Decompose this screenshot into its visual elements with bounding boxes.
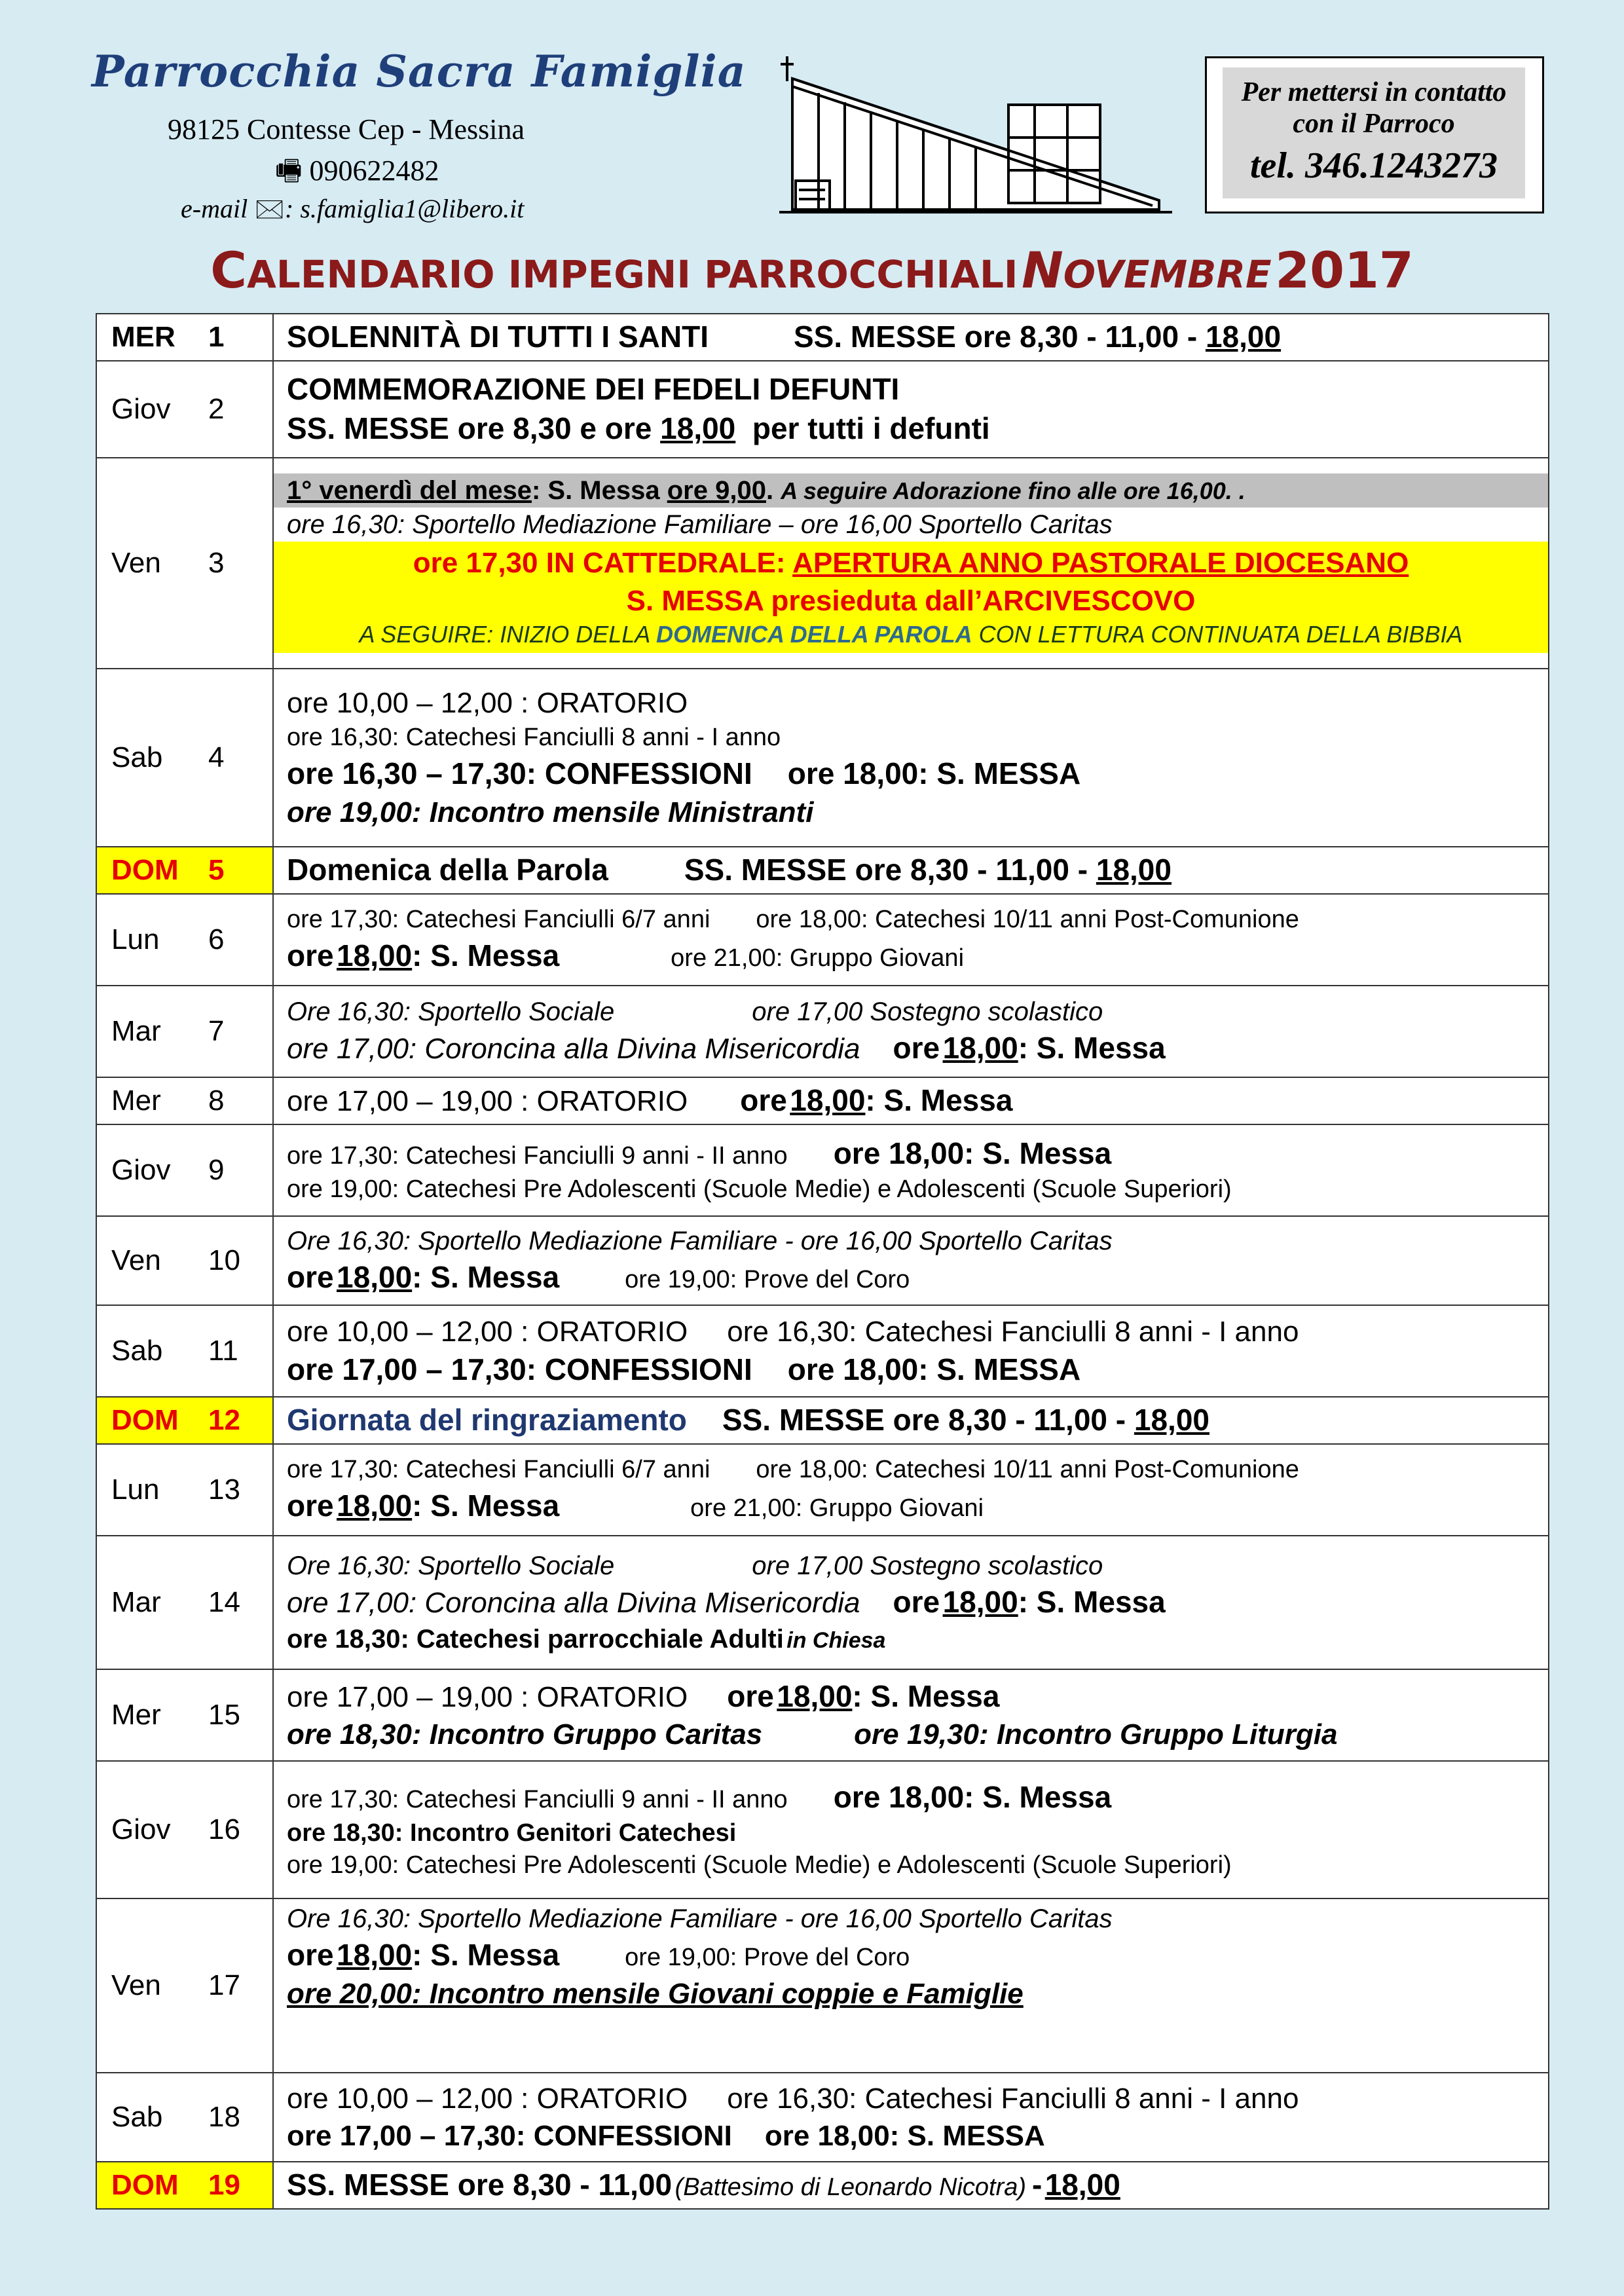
day-cell — [96, 361, 273, 458]
title-initial-2: N — [1022, 241, 1063, 299]
day-number: 5 — [208, 854, 225, 886]
entry-text: ore — [287, 1260, 334, 1295]
table-row — [96, 1536, 1549, 1669]
entry-text: ore 17,30: Catechesi Fanciulli 6/7 anni — [287, 1456, 710, 1484]
day-number: 4 — [208, 741, 225, 773]
entry-text: SS. MESSE ore 8,30 - 11,00 - — [684, 853, 1088, 887]
entry-text: 18,00 — [337, 1488, 413, 1523]
day-content — [273, 1536, 1549, 1669]
entry-text: : S. Messa — [412, 938, 560, 972]
church-icon — [779, 52, 1172, 223]
day-cell — [96, 1898, 273, 2073]
day-name: DOM — [111, 1404, 179, 1436]
day-cell — [96, 1761, 273, 1898]
contact-inner — [1223, 67, 1525, 198]
day-cell — [96, 314, 273, 361]
entry-text: CON LETTURA CONTINUATA DELLA BIBBIA — [978, 620, 1463, 648]
entry-text: 18,00 — [942, 1031, 1018, 1065]
day-name: Sab — [111, 1335, 163, 1367]
contact-line-1: Per mettersi in contatto — [1241, 77, 1507, 107]
table-row — [96, 894, 1549, 986]
email-address: : s.famiglia1@libero.it — [285, 194, 525, 223]
day-number: 17 — [208, 1969, 240, 2001]
day-number: 9 — [208, 1154, 225, 1186]
day-cell — [96, 894, 273, 986]
table-row — [96, 986, 1549, 1077]
day-number: 15 — [208, 1699, 240, 1731]
entry-text: 18,00 — [1044, 2168, 1120, 2202]
day-content — [273, 458, 1549, 669]
first-friday-bar — [274, 473, 1548, 508]
entry-text: ore 16,30: Catechesi Fanciulli 8 anni - I anno — [727, 2082, 1299, 2115]
parish-address: 98125 Contesse Cep - Messina — [168, 113, 525, 145]
entry-text: SS. MESSE ore 8,30 e ore — [287, 411, 652, 445]
day-name: Giov — [111, 1154, 171, 1186]
day-name: Lun — [111, 923, 160, 955]
entry-text: DOMENICA DELLA PAROLA — [656, 620, 972, 648]
day-content — [273, 1761, 1549, 1898]
day-content — [273, 894, 1549, 986]
entry-text: A SEGUIRE: INIZIO DELLA — [359, 620, 650, 648]
day-name: Ven — [111, 547, 161, 579]
entry-text: ore 17,00 – 19,00 : ORATORIO — [287, 1680, 688, 1713]
day-number: 2 — [208, 393, 225, 425]
table-row — [96, 2073, 1549, 2162]
entry-text: ore 18,00: S. MESSA — [787, 756, 1081, 790]
day-name: Giov — [111, 393, 171, 425]
entry-text: ore 16,30: Catechesi Fanciulli 8 anni - I anno — [727, 1315, 1299, 1348]
phone-number: 090622482 — [309, 155, 439, 187]
table-row — [96, 1444, 1549, 1536]
phone-icon: 🖷 — [275, 155, 303, 187]
table-row — [96, 1397, 1549, 1444]
entry-text: ore 17,00 – 19,00 : ORATORIO — [287, 1085, 688, 1118]
entry-text: SS. MESSE ore 8,30 - 11,00 - — [793, 320, 1198, 354]
contact-phone: tel. 346.1243273 — [1250, 145, 1498, 186]
contact-box — [1205, 56, 1544, 213]
table-row — [96, 669, 1549, 847]
day-name: Sab — [111, 2101, 163, 2133]
entry-text: : S. Messa — [412, 1488, 560, 1523]
entry-text: Ore 16,30: Sportello Sociale — [287, 1551, 615, 1581]
day-name: Mar — [111, 1586, 161, 1618]
entry-text: ore 17,30 IN CATTEDRALE: — [413, 547, 786, 580]
entry-text: ore — [893, 1585, 940, 1620]
day-cell — [96, 458, 273, 669]
entry-text: ore — [287, 938, 334, 972]
day-cell — [96, 986, 273, 1077]
table-row — [96, 1077, 1549, 1124]
day-number: 1 — [208, 321, 225, 353]
parish-name: Parrocchia Sacra Famiglia — [92, 46, 747, 97]
entry-text: 18,00 — [942, 1585, 1018, 1620]
entry-text: ore 17,30: Catechesi Fanciulli 6/7 anni — [287, 906, 710, 934]
entry-text: ore 18,00: S. MESSA — [764, 2120, 1045, 2152]
entry-text: 18,00 — [1205, 320, 1282, 354]
entry-text: ore 17,00 – 17,30: CONFESSIONI — [287, 1352, 752, 1386]
calendar-table — [96, 313, 1549, 2210]
entry-text: ore — [740, 1083, 787, 1118]
day-cell — [96, 1077, 273, 1124]
envelope-icon: 🖂 — [254, 194, 285, 223]
day-name: MER — [111, 321, 175, 353]
day-name: Ven — [111, 1244, 161, 1276]
table-row — [96, 361, 1549, 458]
entry-text: SOLENNITÀ DI TUTTI I SANTI — [287, 320, 709, 354]
day-content — [273, 1898, 1549, 2073]
day-number: 10 — [208, 1244, 240, 1276]
entry-text: ore 19,00: Incontro mensile Ministranti — [287, 796, 814, 828]
entry-text: ore — [727, 1678, 774, 1713]
day-content — [273, 1077, 1549, 1124]
entry-text: : S. Messa — [531, 476, 660, 506]
table-row — [96, 1898, 1549, 2073]
day-number: 16 — [208, 1813, 240, 1845]
calendar-title — [0, 241, 1624, 299]
entry-text: ore 19,30: Incontro Gruppo Liturgia — [854, 1718, 1338, 1751]
entry-text: ore 18,00: S. Messa — [833, 1779, 1112, 1814]
parish-email — [181, 190, 524, 234]
entry-text: : S. Messa — [412, 1938, 560, 1972]
day-name: Mer — [111, 1084, 161, 1117]
day-name: Lun — [111, 1473, 160, 1506]
email-prefix: e-mail — [181, 194, 248, 223]
entry-text: ore 21,00: Gruppo Giovani — [690, 1494, 984, 1522]
day-content — [273, 1669, 1549, 1761]
entry-text: 18,00 — [337, 1938, 413, 1972]
entry-text: 18,00 — [777, 1678, 853, 1713]
day-name: Ven — [111, 1969, 161, 2001]
entry-text: ore 19,00: Catechesi Pre Adolescenti (Scuole Medie) e Adolescenti (Scuole Superiori) — [287, 1176, 1232, 1204]
entry-text: ore 21,00: Gruppo Giovani — [671, 944, 965, 972]
entry-text: ore 19,00: Prove del Coro — [625, 1944, 910, 1971]
day-content — [273, 1305, 1549, 1397]
day-number: 18 — [208, 2101, 240, 2133]
title-part-1: ALENDARIO IMPEGNI PARROCCHIALI — [247, 252, 1018, 297]
table-row — [96, 1669, 1549, 1761]
entry-text: - — [1031, 2168, 1043, 2202]
table-row — [96, 1761, 1549, 1898]
day-cell — [96, 1124, 273, 1216]
entry-text: Ore 16,30: Sportello Sociale — [287, 997, 615, 1027]
entry-text: ore 19,00: Catechesi Pre Adolescenti (Scuole Medie) e Adolescenti (Scuole Superiori) — [287, 1851, 1232, 1879]
entry-text: 18,00 — [790, 1083, 866, 1118]
entry-text: ore 18,30: Incontro Gruppo Caritas — [287, 1718, 763, 1751]
entry-text: in Chiesa — [786, 1627, 886, 1653]
title-part-2: OVEMBRE — [1063, 252, 1272, 297]
table-row — [96, 2162, 1549, 2209]
entry-text: Ore 16,30: Sportello Mediazione Familiare - ore 16,00 Sportello Caritas — [287, 1904, 1113, 1933]
day-number: 19 — [208, 2169, 240, 2201]
title-year: 2017 — [1275, 241, 1414, 299]
entry-text: COMMEMORAZIONE DEI FEDELI DEFUNTI — [287, 372, 900, 407]
day-name: DOM — [111, 854, 179, 886]
day-content — [273, 361, 1549, 458]
entry-text: 18,00 — [337, 1260, 413, 1295]
entry-text: ore — [287, 1938, 334, 1972]
day-cell — [96, 847, 273, 894]
entry-text: ore 17,00: Coroncina alla Divina Misericordia — [287, 1587, 860, 1620]
entry-text: ore 17,00 – 17,30: CONFESSIONI — [287, 2120, 732, 2152]
entry-text: ore 16,30: Sportello Mediazione Familiare – ore 16,00 Sportello Caritas — [287, 510, 1113, 540]
day-number: 8 — [208, 1084, 225, 1117]
entry-text: ore 19,00: Prove del Coro — [625, 1266, 910, 1294]
entry-text: : S. Messa — [1018, 1031, 1166, 1065]
entry-text: ore 16,30: Catechesi Fanciulli 8 anni - I anno — [287, 724, 781, 752]
day-content — [273, 314, 1549, 361]
entry-text: 18,00 — [1096, 853, 1172, 887]
day-content — [273, 2162, 1549, 2209]
entry-text: ore 18,00: S. MESSA — [787, 1352, 1081, 1386]
title-initial-1: C — [210, 241, 247, 299]
table-row — [96, 1216, 1549, 1305]
day-number: 14 — [208, 1586, 240, 1618]
day-number: 13 — [208, 1473, 240, 1506]
entry-text: ore 18,30: Incontro Genitori Catechesi — [287, 1819, 737, 1847]
entry-text: Giornata del ringraziamento — [287, 1403, 687, 1437]
entry-text: : S. Messa — [412, 1260, 560, 1295]
entry-text: ore 18,00: Catechesi 10/11 anni Post-Comunione — [756, 906, 1299, 934]
entry-text: ore 18,00: S. Messa — [833, 1136, 1112, 1171]
day-number: 11 — [208, 1335, 238, 1367]
day-name: DOM — [111, 2169, 179, 2201]
entry-text: ore 17,30: Catechesi Fanciulli 9 anni - II anno — [287, 1785, 788, 1813]
entry-text: ore 20,00: Incontro mensile Giovani coppie e Famiglie — [287, 1977, 1024, 2010]
day-cell — [96, 1669, 273, 1761]
entry-text: : S. Messa — [852, 1678, 1000, 1713]
cathedral-notice — [274, 542, 1548, 652]
day-content — [273, 1444, 1549, 1536]
entry-text: ore 10,00 – 12,00 : ORATORIO — [287, 687, 688, 720]
entry-text: ore — [893, 1031, 940, 1065]
table-row — [96, 847, 1549, 894]
contact-line-2: con il Parroco — [1293, 109, 1455, 139]
entry-text: SS. MESSE ore 8,30 - 11,00 — [287, 2168, 673, 2202]
day-content — [273, 2073, 1549, 2162]
entry-text: ore 17,30: Catechesi Fanciulli 9 anni - II anno — [287, 1142, 788, 1170]
day-cell — [96, 1397, 273, 1444]
day-name: Mar — [111, 1015, 161, 1047]
entry-text: ore 10,00 – 12,00 : ORATORIO — [287, 2082, 688, 2115]
day-content — [273, 1124, 1549, 1216]
entry-text: per tutti i defunti — [752, 411, 990, 445]
day-cell — [96, 1216, 273, 1305]
entry-text: Ore 16,30: Sportello Mediazione Familiare - ore 16,00 Sportello Caritas — [287, 1227, 1113, 1256]
entry-text: ore — [287, 1488, 334, 1523]
day-cell — [96, 2162, 273, 2209]
day-content — [273, 986, 1549, 1077]
day-content — [273, 669, 1549, 847]
entry-text: 18,00 — [337, 938, 413, 972]
entry-text: 18,00 — [660, 411, 736, 445]
day-name: Giov — [111, 1813, 171, 1845]
entry-text: ore 16,30 – 17,30: CONFESSIONI — [287, 756, 752, 790]
entry-text: 18,00 — [1134, 1403, 1210, 1437]
entry-text: ore 17,00 Sostegno scolastico — [752, 997, 1103, 1027]
day-cell — [96, 1305, 273, 1397]
entry-text: . — [766, 476, 774, 506]
entry-text: ore 18,00: Catechesi 10/11 anni Post-Comunione — [756, 1456, 1299, 1484]
day-number: 6 — [208, 923, 225, 955]
entry-text: ore 9,00 — [667, 476, 766, 506]
entry-text: ore 17,00: Coroncina alla Divina Misericordia — [287, 1033, 860, 1065]
entry-text: A seguire Adorazione fino alle ore 16,00. . — [781, 477, 1246, 505]
entry-text: : S. Messa — [1018, 1585, 1166, 1620]
table-row — [96, 1305, 1549, 1397]
day-cell — [96, 2073, 273, 2162]
day-content — [273, 1397, 1549, 1444]
entry-text: SS. MESSE ore 8,30 - 11,00 - — [722, 1403, 1126, 1437]
table-row — [96, 458, 1549, 669]
entry-text: S. MESSA presieduta dall’ARCIVESCOVO — [626, 584, 1196, 617]
entry-text: 1° venerdì del mese — [287, 476, 532, 506]
table-row — [96, 1124, 1549, 1216]
entry-text: ore 17,00 Sostegno scolastico — [752, 1551, 1103, 1581]
entry-text: Domenica della Parola — [287, 853, 608, 887]
day-number: 12 — [208, 1404, 240, 1436]
day-content — [273, 1216, 1549, 1305]
entry-text: ore 10,00 – 12,00 : ORATORIO — [287, 1315, 688, 1348]
day-cell — [96, 669, 273, 847]
day-name: Mer — [111, 1699, 161, 1731]
day-cell — [96, 1536, 273, 1669]
entry-text: (Battesimo di Leonardo Nicotra) — [674, 2174, 1027, 2202]
day-number: 7 — [208, 1015, 225, 1047]
entry-text: : S. Messa — [865, 1083, 1013, 1118]
entry-text: ore 18,30: Catechesi parrocchiale Adulti — [287, 1624, 784, 1654]
day-content — [273, 847, 1549, 894]
entry-text: APERTURA ANNO PASTORALE DIOCESANO — [792, 547, 1409, 580]
day-number: 3 — [208, 547, 225, 579]
day-cell — [96, 1444, 273, 1536]
table-row — [96, 314, 1549, 361]
day-name: Sab — [111, 741, 163, 773]
